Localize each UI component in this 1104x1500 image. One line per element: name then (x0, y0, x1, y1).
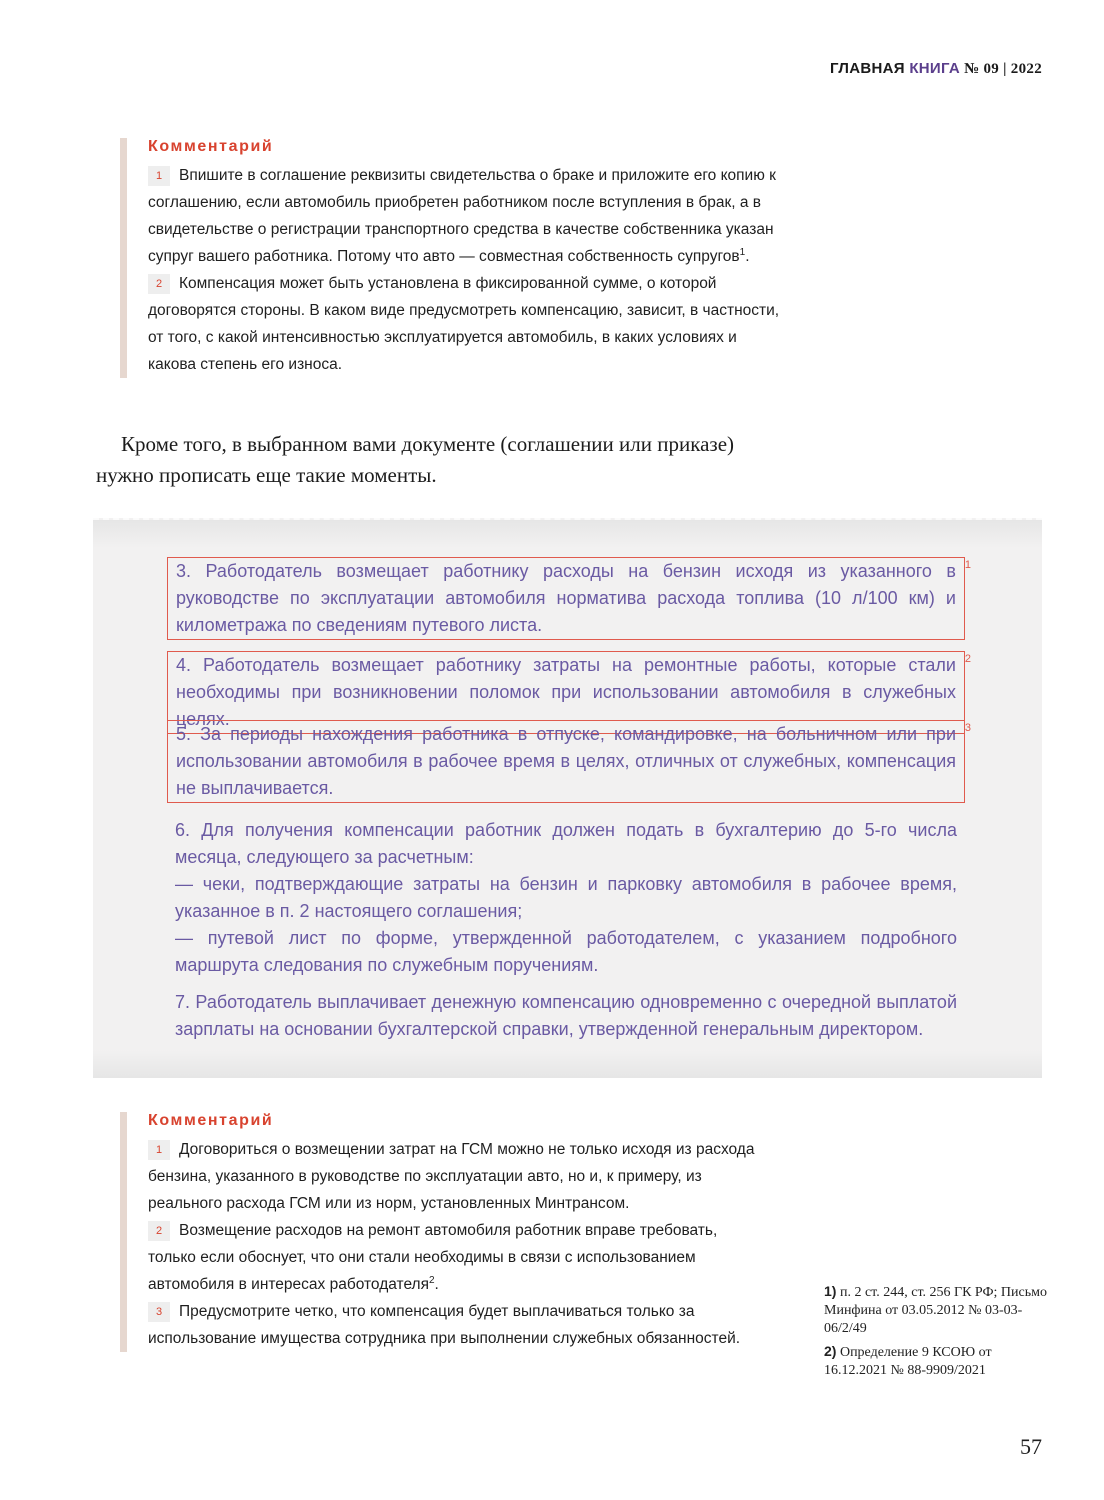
agreement-item-7 (167, 989, 965, 1043)
comment-title: Комментарий (148, 138, 274, 155)
comment-number-badge: 2 (148, 1221, 170, 1241)
header-title-accent: КНИГА (909, 60, 961, 77)
header-issue: № 09 | 2022 (960, 61, 1042, 77)
footnote-ref: 1 (739, 246, 746, 258)
comment-marker: 2 (964, 653, 971, 665)
comment-item-1 (148, 162, 788, 270)
comment-item-2 (148, 1217, 768, 1298)
comment-number-badge: 1 (148, 166, 170, 186)
agreement-item-3 (167, 557, 971, 640)
agreement-item-6 (167, 817, 965, 979)
agreement-item-text: 5. За периоды нахождения работника в отпуске, командировке, на больничном или при использовании автомобиля в рабочее время в целях, отличных от служебных, компенсация не выплачивается. (176, 724, 956, 798)
footnotes (824, 1282, 1054, 1384)
footnote-1 (824, 1282, 1054, 1338)
comment-text: Возмещение расходов на ремонт автомобиля работник вправе требовать, только если обоснует, что они стали необходимы в связи с использованием автомобиля в интересах работодателя (148, 1222, 718, 1293)
comment-body (148, 1136, 768, 1352)
agreement-item-text: 4. Работодатель возмещает работнику затраты на ремонтные работы, которые стали необходимы при возникновении поломок при использовании автомобиля в служебных целях. (176, 655, 956, 729)
comment-text: Договориться о возмещении затрат на ГСМ можно не только исходя из расхода бензина, указанного в руководстве по эксплуатации авто, но и, к примеру, из реального расхода ГСМ или из норм, установленных Минтрансом. (148, 1141, 755, 1212)
agreement-excerpt (93, 518, 1042, 1078)
comment-marker: 1 (964, 559, 971, 571)
intro-text: Кроме того, в выбранном вами документе (соглашении или приказе) нужно прописать еще такие моменты. (96, 432, 735, 487)
footnote-text: Определение 9 КСОЮ от 16.12.2021 № 88-9909/2021 (824, 1345, 992, 1378)
agreement-item-5 (167, 720, 971, 803)
agreement-item-text: 7. Работодатель выплачивает денежную компенсацию одновременно с очередной выплатой зарплаты на основании бухгалтерской справки, утвержденной генеральным директором. (175, 992, 957, 1039)
footnote-number: 1) (824, 1283, 837, 1299)
comment-text: Впишите в соглашение реквизиты свидетельства о браке и приложите его копию к соглашению, если автомобиль приобретен работником после вступления в брак, а в свидетельстве о регистрации транспортного средства в качестве собственника указан супруг вашего работника. Потому что авто — совместная собственность супругов (148, 167, 776, 265)
comment-number-badge: 2 (148, 274, 170, 294)
comment-block-2 (120, 1112, 768, 1352)
comment-item-1 (148, 1136, 768, 1217)
comment-block-1 (120, 138, 788, 378)
comment-text-end: . (434, 1276, 439, 1293)
comment-body (148, 162, 788, 378)
footnote-ref: 2 (428, 1274, 435, 1286)
comment-text: Предусмотрите четко, что компенсация будет выплачиваться только за использование имущества сотрудника при выполнении служебных обязанностей. (148, 1303, 741, 1347)
comment-number-badge: 3 (148, 1302, 170, 1322)
intro-paragraph (96, 429, 786, 491)
comment-number-badge: 1 (148, 1140, 170, 1160)
agreement-item-text: — путевой лист по форме, утвержденной работодателем, с указанием подробного маршрута следования по служебным поручениям. (175, 928, 957, 975)
comment-marker: 3 (964, 722, 971, 734)
running-header (830, 60, 1042, 78)
agreement-item-text: 6. Для получения компенсации работник должен подать в бухгалтерию до 5-го числа месяца, следующего за расчетным: (175, 820, 957, 867)
agreement-item-text: — чеки, подтверждающие затраты на бензин и парковку автомобиля в рабочее время, указанное в п. 2 настоящего соглашения; (175, 874, 957, 921)
page-number: 57 (1020, 1434, 1042, 1459)
header-title: ГЛАВНАЯ (830, 60, 910, 77)
footnote-number: 2) (824, 1343, 837, 1359)
comment-text-end: . (745, 248, 750, 265)
comment-item-3 (148, 1298, 768, 1352)
agreement-item-text: 3. Работодатель возмещает работнику расходы на бензин исходя из указанного в руководстве по эксплуатации автомобиля норматива расхода топлива (10 л/100 км) и километража по сведениям путевого листа. (176, 561, 956, 635)
footnote-text: п. 2 ст. 244, ст. 256 ГК РФ; Письмо Минфина от 03.05.2012 № 03-03-06/2/49 (824, 1285, 1047, 1336)
footnote-2 (824, 1342, 1054, 1380)
comment-title: Комментарий (148, 1112, 274, 1129)
comment-text: Компенсация может быть установлена в фиксированной сумме, о которой договорятся стороны. В каком виде предусмотреть компенсацию, зависит, в частности, от того, с какой интенсивностью эксплуатируется автомобиль, в каких условиях и какова степень его износа. (148, 275, 780, 373)
comment-item-2 (148, 270, 788, 378)
